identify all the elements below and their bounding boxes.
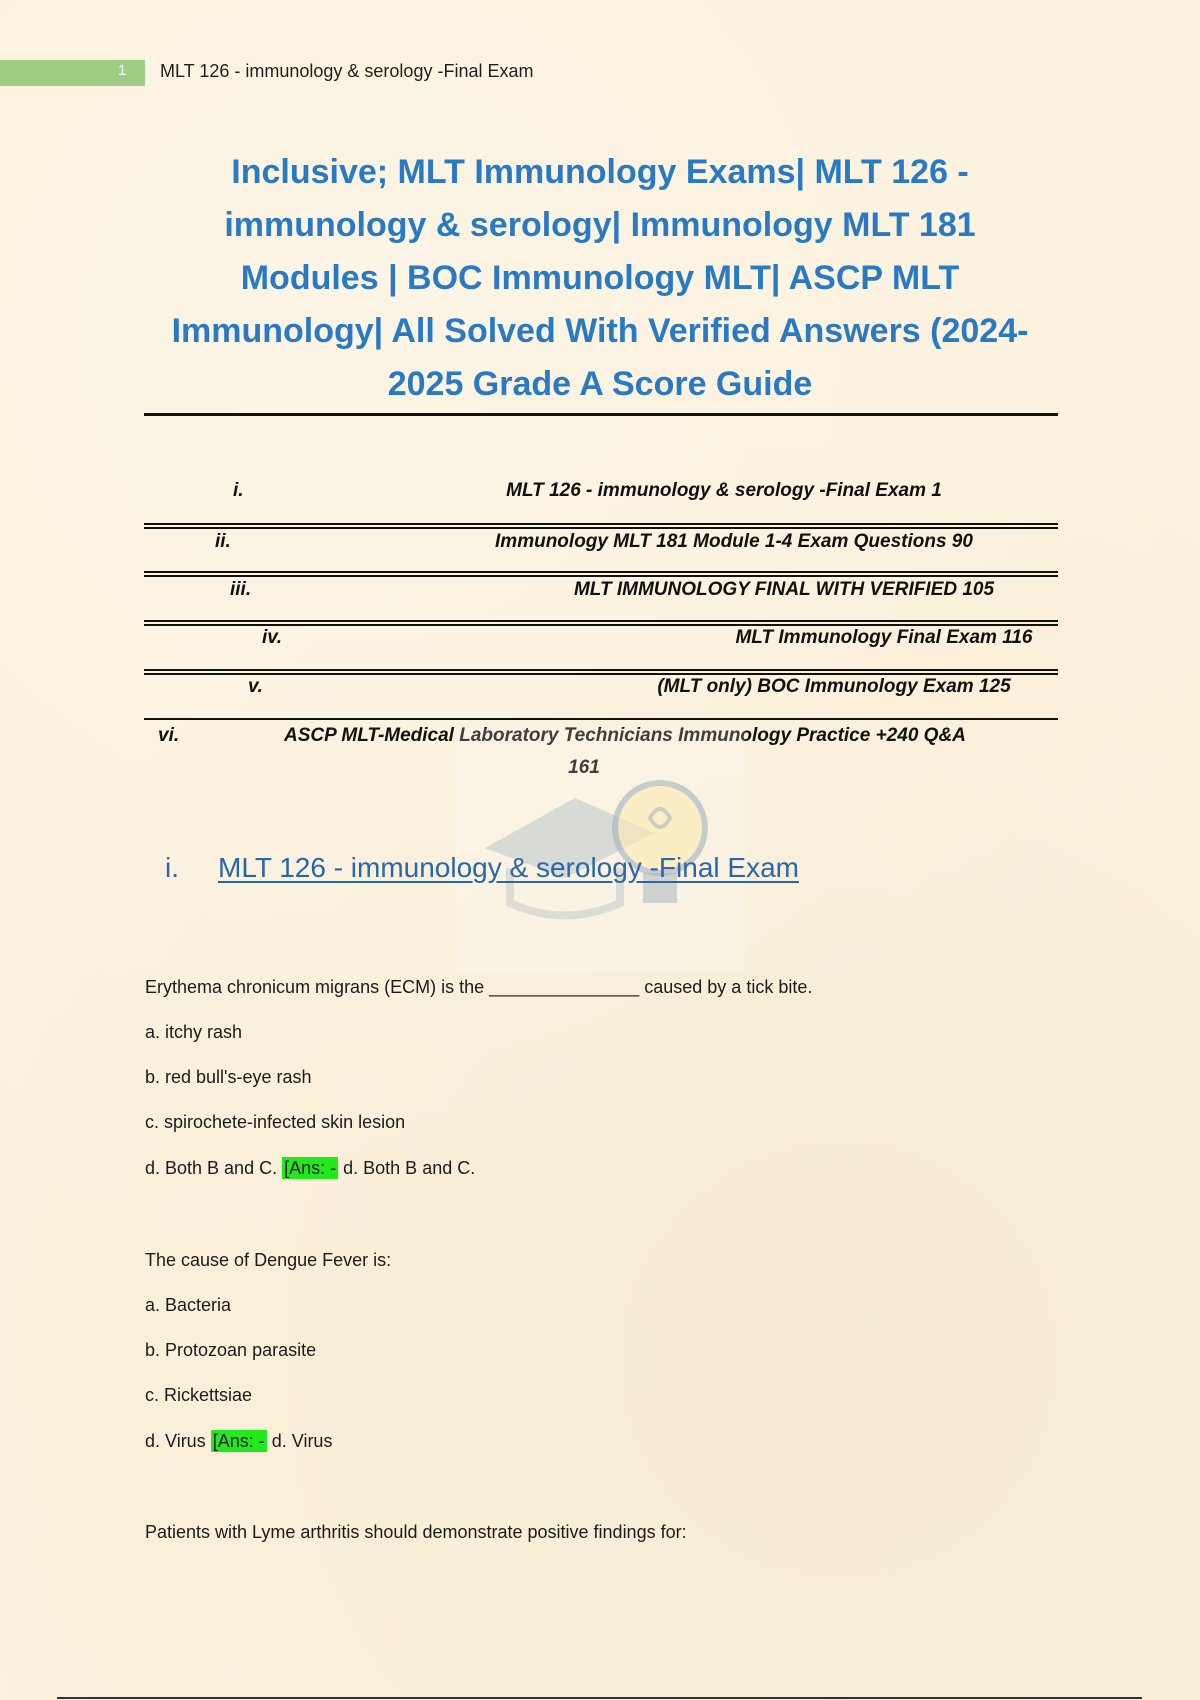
question-prompt: Patients with Lyme arthritis should demonstrate positive findings for: xyxy=(145,1522,687,1542)
option-text: d. Virus xyxy=(145,1431,206,1451)
title-line: Modules | BOC Immunology MLT| ASCP MLT xyxy=(240,259,960,297)
toc-entry[interactable] xyxy=(144,531,1058,565)
answer-option: a. itchy rash xyxy=(145,1022,243,1042)
section-title-link[interactable]: MLT 126 - immunology & serology -Final Exam xyxy=(218,852,799,883)
title-line: 2025 Grade A Score Guide xyxy=(387,365,813,403)
title-line: immunology & serology| Immunology MLT 181 xyxy=(224,206,976,244)
toc-number: iii. xyxy=(230,579,252,600)
option-text: d. Both B and C. xyxy=(145,1158,278,1178)
answer-option: c. Rickettsiae xyxy=(145,1385,253,1405)
toc-entry[interactable] xyxy=(144,627,1058,661)
toc-number: v. xyxy=(248,676,263,697)
question-prompt: The cause of Dengue Fever is: xyxy=(145,1250,392,1270)
toc-number: i. xyxy=(233,480,244,501)
toc-number: iv. xyxy=(262,627,283,648)
toc-divider xyxy=(144,571,1058,573)
correct-answer: d. Virus xyxy=(271,1431,333,1451)
toc-number: vi. xyxy=(158,725,180,746)
toc-title: MLT 126 - immunology & serology -Final Exam 1 xyxy=(506,480,942,501)
toc-title: MLT Immunology Final Exam 116 xyxy=(735,627,1033,648)
answer-option: c. spirochete-infected skin lesion xyxy=(145,1112,406,1132)
watermark-logo xyxy=(455,728,745,973)
correct-answer: d. Both B and C. xyxy=(343,1158,476,1178)
answer-option xyxy=(145,1158,475,1179)
title-divider xyxy=(144,413,1058,416)
toc-divider xyxy=(144,718,1058,720)
answer-option xyxy=(145,1431,332,1452)
toc-title: MLT IMMUNOLOGY FINAL WITH VERIFIED 105 xyxy=(573,579,995,600)
question-prompt: Erythema chronicum migrans (ECM) is the _______________ caused by a tick bite. xyxy=(145,977,813,997)
toc-number: ii. xyxy=(215,531,231,552)
running-header: MLT 126 - immunology & serology -Final Exam xyxy=(160,61,534,81)
answer-option: a. Bacteria xyxy=(145,1295,232,1315)
toc-title: ASCP MLT-Medical Laboratory Technicians Immunology Practice +240 Q&A xyxy=(284,725,966,746)
answer-option: b. Protozoan parasite xyxy=(145,1340,317,1360)
answer-highlight: [Ans: - xyxy=(212,1431,265,1451)
toc-divider xyxy=(144,620,1058,622)
toc-page: 161 xyxy=(568,757,600,778)
title-line: Immunology| All Solved With Verified Answers (2024- xyxy=(171,312,1029,350)
toc-entry[interactable] xyxy=(144,480,1058,514)
page-number: 1 xyxy=(118,62,127,79)
toc-title: Immunology MLT 181 Module 1-4 Exam Questions 90 xyxy=(495,531,973,552)
footer-divider xyxy=(57,1697,1142,1699)
toc-entry[interactable] xyxy=(144,579,1058,613)
document-title xyxy=(130,146,1070,411)
answer-option: b. red bull's-eye rash xyxy=(145,1067,312,1087)
title-line: Inclusive; MLT Immunology Exams| MLT 126 - xyxy=(231,153,969,191)
toc-divider xyxy=(144,669,1058,671)
toc-title: (MLT only) BOC Immunology Exam 125 xyxy=(657,676,1011,697)
toc-entry[interactable] xyxy=(144,676,1058,710)
answer-highlight: [Ans: - xyxy=(284,1158,337,1178)
section-number: i. xyxy=(165,852,179,883)
toc-divider xyxy=(144,523,1058,525)
